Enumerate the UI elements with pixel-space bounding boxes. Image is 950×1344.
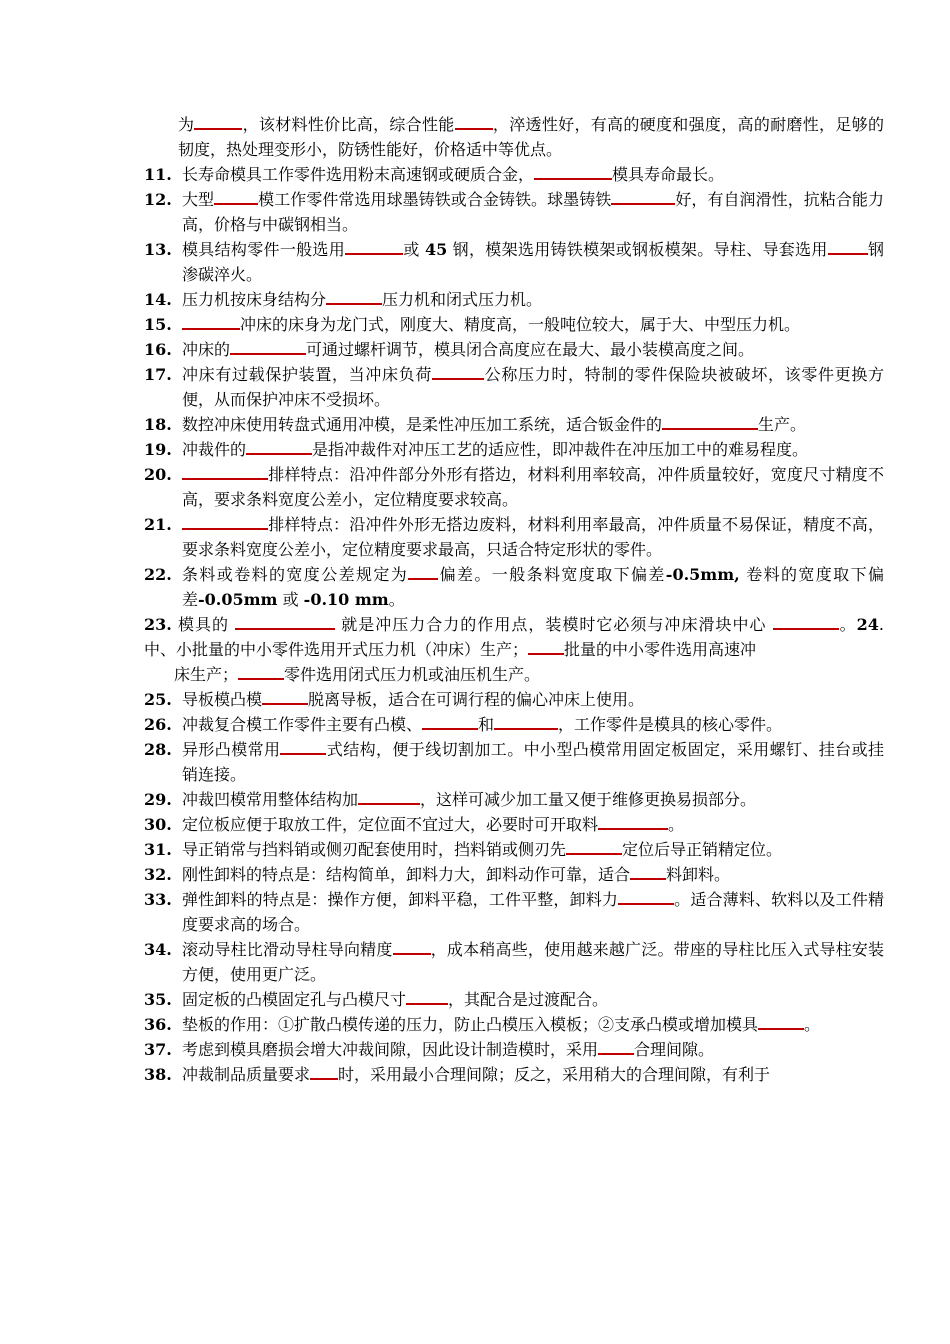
list-item: 18. 数控冲床使用转盘式通用冲模，是柔性冲压加工系统，适合钣金件的 生产。 bbox=[144, 415, 807, 434]
answer-blank bbox=[238, 663, 284, 680]
list-item: 20. 排样特点：沿冲件部分外形有搭边，材料利用率较高，冲件质量较好，宽度尺寸精度不高，要求条料宽度公差小，定位精度要求较高。 bbox=[144, 465, 884, 509]
list-item: 为 ，该材料性价比高，综合性能 ，淬透性好，有高的硬度和强度，高的耐磨性，足够的韧度，热处理变形小，防锈性能好，价格适中等优点。 bbox=[178, 115, 884, 159]
list-item: 19. 冲裁件的 是指冲裁件对冲压工艺的适应性，即冲裁件在冲压加工中的难易程度。 bbox=[144, 440, 809, 459]
answer-blank bbox=[230, 338, 306, 355]
answer-blank bbox=[194, 113, 242, 130]
answer-blank bbox=[598, 813, 668, 830]
answer-blank bbox=[566, 838, 622, 855]
answer-blank bbox=[598, 1038, 634, 1055]
answer-blank bbox=[182, 313, 240, 330]
list-item: 32. 刚性卸料的特点是：结构简单，卸料力大，卸料动作可靠，适合 料卸料。 bbox=[144, 865, 731, 884]
answer-blank bbox=[406, 988, 448, 1005]
list-item: 37. 考虑到模具磨损会增大冲裁间隙，因此设计制造模时，采用 合理间隙。 bbox=[144, 1040, 715, 1059]
answer-blank bbox=[182, 513, 268, 530]
list-item: 26. 冲裁复合模工作零件主要有凸模、 和 ，工作零件是模具的核心零件。 bbox=[144, 715, 783, 734]
list-item: 21. 排样特点：沿冲件外形无搭边废料，材料利用率最高，冲件质量不易保证，精度不高，要求条料宽度公差小，定位精度要求最高，只适合特定形状的零件。 bbox=[144, 515, 884, 559]
answer-blank bbox=[528, 638, 564, 655]
list-item: 25. 导板模凸模 脱离导板，适合在可调行程的偏心冲床上使用。 bbox=[144, 690, 645, 709]
answer-blank bbox=[758, 1013, 804, 1030]
answer-blank bbox=[182, 463, 268, 480]
list-item: 34. 滚动导柱比滑动导柱导向精度 ，成本稍高些，使用越来越广泛。带座的导柱比压入式导柱安装方便，使用更广泛。 bbox=[144, 940, 884, 984]
list-item: 12. 大型 模工作零件常选用球墨铸铁或合金铸铁。球墨铸铁 好，有自润滑性，抗粘合能力高，价格与中碳钢相当。 bbox=[144, 190, 884, 234]
list-item: 29. 冲裁凹模常用整体结构加 ，这样可减少加工量又便于维修更换易损部分。 bbox=[144, 790, 757, 809]
list-item: 床生产； 零件选用闭式压力机或油压机生产。 bbox=[174, 665, 541, 684]
answer-blank bbox=[246, 438, 312, 455]
answer-blank bbox=[393, 938, 431, 955]
answer-blank bbox=[310, 1063, 338, 1080]
document-body bbox=[144, 112, 884, 1087]
list-item: 31. 导正销常与挡料销或侧刃配套使用时，挡料销或侧刃先 定位后导正销精定位。 bbox=[144, 840, 783, 859]
list-item: 17. 冲床有过载保护装置，当冲床负荷 公称压力时，特制的零件保险块被破坏，该零件更换方便，从而保护冲床不受损坏。 bbox=[144, 365, 884, 409]
list-item: 13. 模具结构零件一般选用 或 45 钢，模架选用铸铁模架或钢板模架。导柱、导套选用 钢渗碳淬火。 bbox=[144, 240, 884, 284]
list-item: 28. 异形凸模常用 式结构，便于线切割加工。中小型凸模常用固定板固定，采用螺钉、挂台或挂销连接。 bbox=[144, 740, 884, 784]
answer-blank bbox=[280, 738, 326, 755]
list-item: 11. 长寿命模具工作零件选用粉末高速钢或硬质合金， 模具寿命最长。 bbox=[144, 165, 725, 184]
list-item: 22. 条料或卷料的宽度公差规定为 偏差。一般条料宽度取下偏差-0.5mm, 卷料的宽度取下偏差-0.05mm 或 -0.10 mm。 bbox=[144, 565, 884, 609]
list-item: 35. 固定板的凸模固定孔与凸模尺寸 ，其配合是过渡配合。 bbox=[144, 990, 609, 1009]
list-item: 36. 垫板的作用：①扩散凸模传递的压力，防止凸模压入模板；②支承凸模或增加模具 。 bbox=[144, 1015, 821, 1034]
answer-blank bbox=[235, 613, 335, 630]
answer-blank bbox=[214, 188, 258, 205]
answer-blank bbox=[358, 788, 420, 805]
answer-blank bbox=[345, 238, 403, 255]
list-item: 33. 弹性卸料的特点是：操作方便，卸料平稳，工件平整，卸料力 。适合薄料、软料以及工件精度要求高的场合。 bbox=[144, 890, 884, 934]
answer-blank bbox=[262, 688, 308, 705]
answer-blank bbox=[326, 288, 382, 305]
list-item: 30. 定位板应便于取放工件，定位面不宜过大，必要时可开取料 。 bbox=[144, 815, 685, 834]
answer-blank bbox=[455, 113, 493, 130]
answer-blank bbox=[773, 613, 839, 630]
list-item: 15. 冲床的床身为龙门式，刚度大、精度高，一般吨位较大，属于大、中型压力机。 bbox=[144, 315, 801, 334]
answer-blank bbox=[534, 163, 612, 180]
answer-blank bbox=[828, 238, 868, 255]
answer-blank bbox=[611, 188, 675, 205]
list-item: 38. 冲裁制品质量要求 时，采用最小合理间隙；反之，采用稍大的合理间隙，有利于 bbox=[144, 1065, 771, 1084]
answer-blank bbox=[630, 863, 666, 880]
list-item: 14. 压力机按床身结构分 压力机和闭式压力机。 bbox=[144, 290, 543, 309]
answer-blank bbox=[618, 888, 674, 905]
answer-blank bbox=[422, 713, 478, 730]
answer-blank bbox=[662, 413, 758, 430]
answer-blank bbox=[432, 363, 484, 380]
list-item: 16. 冲床的 可通过螺杆调节，模具闭合高度应在最大、最小装模高度之间。 bbox=[144, 340, 755, 359]
list-item: 23. 模具的 就是冲压力合力的作用点，装模时它必须与冲床滑块中心 。24. 中、小批量的中小零件选用开式压力机（冲床）生产； 批量的中小零件选用高速冲 bbox=[144, 615, 884, 659]
answer-blank bbox=[494, 713, 558, 730]
answer-blank bbox=[408, 563, 438, 580]
